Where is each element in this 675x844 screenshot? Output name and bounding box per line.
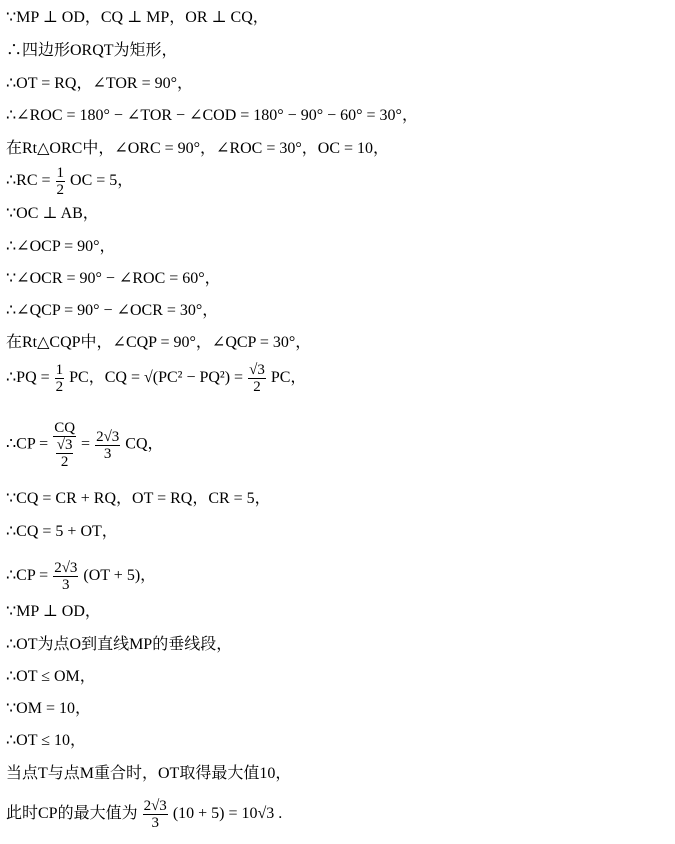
line-6 xyxy=(6,165,133,198)
three-den-b: 3 xyxy=(62,577,70,593)
three-den-c: 3 xyxy=(151,815,159,831)
two-sqrt3-over-3-fraction-b xyxy=(53,560,78,593)
half-fraction xyxy=(56,165,66,198)
line-21 xyxy=(6,732,86,750)
line-17-text: ∵MP ⊥ OD， xyxy=(6,603,101,620)
line-8 xyxy=(6,238,116,256)
line-22-text: 当点T与点M重合时，OT取得最大值10， xyxy=(6,765,292,782)
line-11 xyxy=(6,334,311,352)
line-15-text: ∴CQ = 5 + OT， xyxy=(6,523,118,540)
line-16-tail: (OT + 5)， xyxy=(83,567,157,585)
line-9 xyxy=(6,270,221,288)
nested-den-two: 2 xyxy=(60,454,69,470)
line-23-tail: (10 + 5) = 10√3 . xyxy=(172,805,283,823)
line-15 xyxy=(6,523,118,541)
line-6-tail: OC = 5， xyxy=(70,172,134,190)
line-7 xyxy=(6,205,99,223)
line-14-text: ∵CQ = CR + RQ，OT = RQ，CR = 5， xyxy=(6,490,271,507)
line-11-text: 在Rt△CQP中，∠CQP = 90°，∠QCP = 30°， xyxy=(6,334,312,351)
two-den: 2 xyxy=(253,379,261,395)
sqrt3-over-2-fraction xyxy=(248,362,266,395)
line-18-text: ∴OT为点O到直线MP的垂线段， xyxy=(6,636,233,653)
sqrt3-num: √3 xyxy=(249,362,265,378)
two-sqrt3-over-3-fraction-a xyxy=(95,429,120,462)
cq-over-sqrt3-half-fraction xyxy=(53,420,76,470)
line-2 xyxy=(6,42,178,60)
line-13-text: ∴CP = xyxy=(6,435,53,453)
line-13-tail: CQ， xyxy=(125,435,164,453)
line-1 xyxy=(6,9,269,27)
line-4-text: ∴∠ROC = 180° − ∠TOR − ∠COD = 180° − 90° − 60° = 30°， xyxy=(6,107,418,124)
line-23-text: 此时CP的最大值为 xyxy=(6,805,138,823)
line-3 xyxy=(6,75,193,93)
half-num: 1 xyxy=(56,165,65,181)
line-3-text: ∴OT = RQ，∠TOR = 90°， xyxy=(6,75,194,92)
line-19-text: ∴OT ≤ OM， xyxy=(6,668,96,685)
line-12-tail: PC， xyxy=(270,369,307,387)
two-sqrt3-over-3-fraction-c xyxy=(143,798,168,831)
line-13 xyxy=(6,420,164,470)
nested-fraction xyxy=(56,437,74,470)
line-20-text: ∵OM = 10， xyxy=(6,700,91,717)
two-sqrt3-num-a: 2√3 xyxy=(96,428,120,445)
line-4 xyxy=(6,107,418,125)
pq-half-fraction xyxy=(55,362,65,395)
line-23 xyxy=(6,798,282,831)
two-sqrt3-num-c: 2√3 xyxy=(143,798,167,814)
line-8-text: ∴∠OCP = 90°， xyxy=(6,238,116,255)
line-5-text: 在Rt△ORC中，∠ORC = 90°，∠ROC = 30°，OC = 10， xyxy=(6,140,390,157)
three-den-a: 3 xyxy=(103,445,112,462)
line-12-text: ∴PQ = xyxy=(6,369,54,387)
line-7-text: ∵OC ⊥ AB， xyxy=(6,205,99,222)
nested-num: √3 xyxy=(56,437,73,453)
line-5 xyxy=(6,140,389,158)
line-20 xyxy=(6,700,91,718)
half-den: 2 xyxy=(56,182,65,198)
line-2-text: ∴四边形ORQT为矩形， xyxy=(6,42,178,59)
pq-half-num: 1 xyxy=(55,362,64,378)
line-19 xyxy=(6,668,96,686)
line-22 xyxy=(6,765,291,783)
line-6-text: ∴RC = xyxy=(6,172,55,190)
nested-den xyxy=(53,437,76,470)
line-14 xyxy=(6,490,271,508)
pq-half-den: 2 xyxy=(55,379,64,395)
line-17 xyxy=(6,603,101,621)
line-16 xyxy=(6,560,156,593)
line-21-text: ∴OT ≤ 10， xyxy=(6,732,87,749)
line-18 xyxy=(6,636,232,654)
cq-num: CQ xyxy=(54,420,76,436)
line-1-text: ∵MP ⊥ OD，CQ ⊥ MP，OR ⊥ CQ， xyxy=(6,9,269,26)
line-12-mid: PC，CQ = √(PC² − PQ²) = xyxy=(69,369,248,387)
line-10-text: ∴∠QCP = 90° − ∠OCR = 30°， xyxy=(6,302,219,319)
line-16-text: ∴CP = xyxy=(6,567,53,585)
line-12 xyxy=(6,362,306,395)
line-9-text: ∵∠OCR = 90° − ∠ROC = 60°， xyxy=(6,270,221,287)
line-13-mid: = xyxy=(81,435,95,453)
line-10 xyxy=(6,302,218,320)
two-sqrt3-num-b: 2√3 xyxy=(54,560,78,576)
